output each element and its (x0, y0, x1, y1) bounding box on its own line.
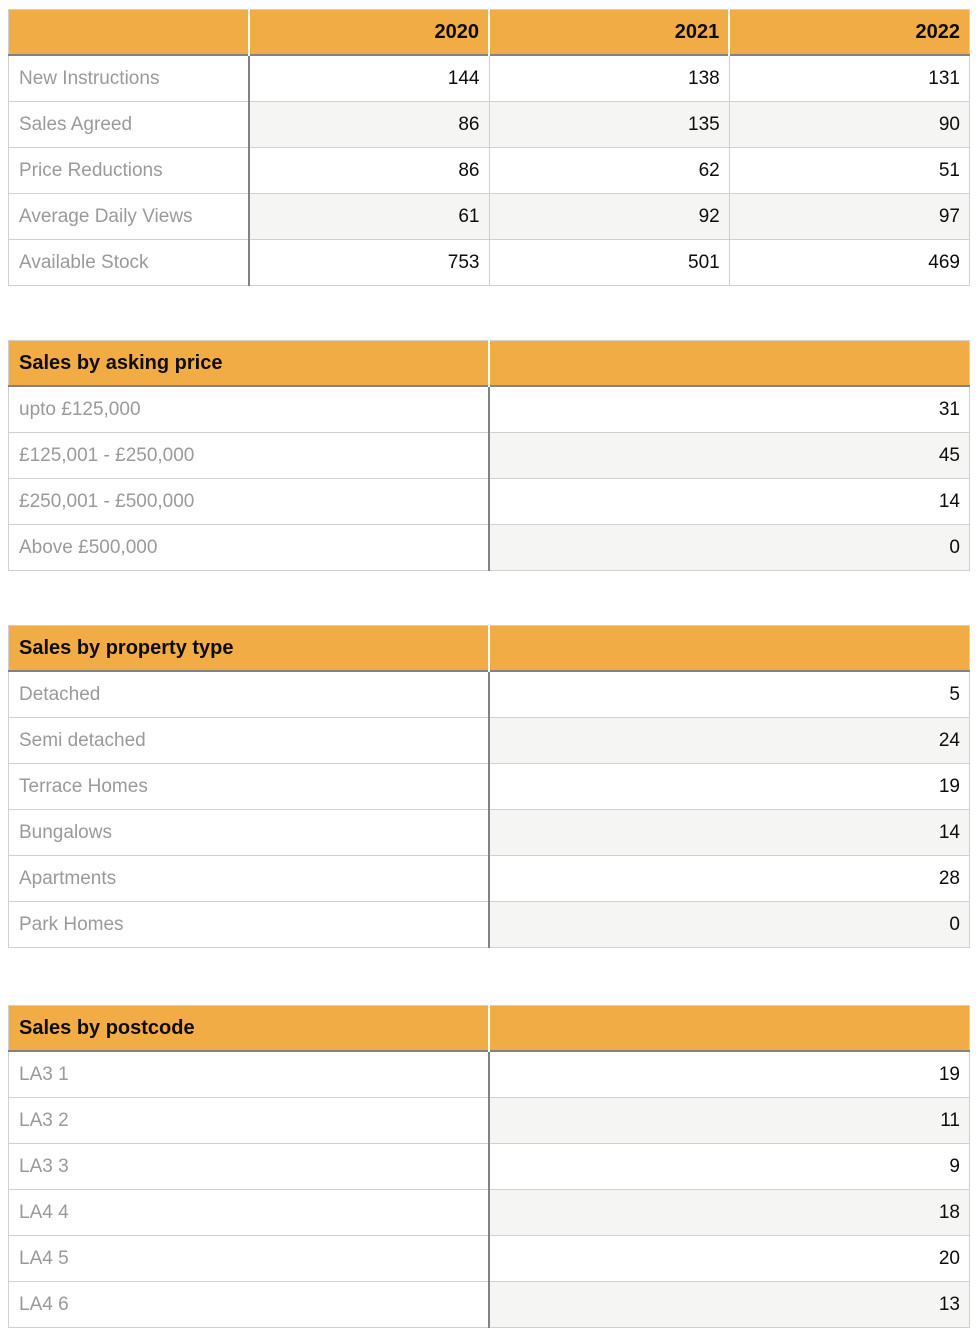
row-value-2022: 469 (729, 240, 969, 286)
table-row (9, 433, 970, 479)
table-row (9, 55, 970, 102)
row-value: 18 (489, 1190, 970, 1236)
table-row (9, 1051, 970, 1098)
row-value: 11 (489, 1098, 970, 1144)
row-label: Available Stock (9, 240, 249, 286)
row-value-2021: 138 (489, 55, 729, 102)
table-row (9, 102, 970, 148)
row-label: LA4 6 (9, 1282, 490, 1328)
row-label: Bungalows (9, 810, 490, 856)
row-label: £250,001 - £500,000 (9, 479, 490, 525)
table-row (9, 1190, 970, 1236)
row-value: 19 (489, 764, 970, 810)
table-row (9, 764, 970, 810)
table-row (9, 1282, 970, 1328)
table-row (9, 1236, 970, 1282)
row-label: £125,001 - £250,000 (9, 433, 490, 479)
property-type-header-spacer (489, 626, 970, 672)
table-row (9, 479, 970, 525)
row-value: 28 (489, 856, 970, 902)
sales-by-asking-price-table (8, 340, 970, 571)
row-value: 20 (489, 1236, 970, 1282)
property-type-header-row (9, 626, 970, 672)
yearly-header-spacer (9, 10, 249, 56)
row-value: 45 (489, 433, 970, 479)
row-label: LA3 1 (9, 1051, 490, 1098)
row-label: Terrace Homes (9, 764, 490, 810)
row-label: upto £125,000 (9, 386, 490, 433)
asking-price-title: Sales by asking price (9, 341, 490, 387)
row-value: 0 (489, 902, 970, 948)
sales-by-property-type-table (8, 625, 970, 948)
table-row (9, 525, 970, 571)
yearly-header-2021: 2021 (489, 10, 729, 56)
yearly-header-2020: 2020 (249, 10, 489, 56)
row-value: 9 (489, 1144, 970, 1190)
row-value: 14 (489, 479, 970, 525)
yearly-stats-table (8, 9, 970, 286)
asking-price-header-row (9, 341, 970, 387)
table-row (9, 1098, 970, 1144)
postcode-header-row (9, 1006, 970, 1052)
row-value: 24 (489, 718, 970, 764)
row-value-2020: 86 (249, 148, 489, 194)
row-value-2022: 131 (729, 55, 969, 102)
row-label: New Instructions (9, 55, 249, 102)
table-row (9, 718, 970, 764)
asking-price-header-spacer (489, 341, 970, 387)
table-row (9, 1144, 970, 1190)
table-row (9, 148, 970, 194)
row-value: 31 (489, 386, 970, 433)
row-value-2022: 51 (729, 148, 969, 194)
row-value-2020: 61 (249, 194, 489, 240)
table-row (9, 810, 970, 856)
row-value-2021: 62 (489, 148, 729, 194)
table-row (9, 671, 970, 718)
row-label: LA4 5 (9, 1236, 490, 1282)
row-value-2021: 92 (489, 194, 729, 240)
row-value: 0 (489, 525, 970, 571)
sales-by-postcode-table (8, 1005, 970, 1328)
row-value: 19 (489, 1051, 970, 1098)
row-value-2022: 97 (729, 194, 969, 240)
table-row (9, 240, 970, 286)
postcode-title: Sales by postcode (9, 1006, 490, 1052)
row-label: LA4 4 (9, 1190, 490, 1236)
row-value: 14 (489, 810, 970, 856)
row-label: Price Reductions (9, 148, 249, 194)
row-label: LA3 2 (9, 1098, 490, 1144)
table-row (9, 194, 970, 240)
row-value-2020: 753 (249, 240, 489, 286)
table-row (9, 902, 970, 948)
row-value-2020: 144 (249, 55, 489, 102)
row-value-2021: 135 (489, 102, 729, 148)
row-label: Semi detached (9, 718, 490, 764)
row-label: Above £500,000 (9, 525, 490, 571)
yearly-header-2022: 2022 (729, 10, 969, 56)
yearly-header-row (9, 10, 970, 56)
row-label: Apartments (9, 856, 490, 902)
row-value: 5 (489, 671, 970, 718)
row-value-2020: 86 (249, 102, 489, 148)
table-row (9, 856, 970, 902)
table-row (9, 386, 970, 433)
postcode-header-spacer (489, 1006, 970, 1052)
row-label: Park Homes (9, 902, 490, 948)
row-value-2021: 501 (489, 240, 729, 286)
row-label: Average Daily Views (9, 194, 249, 240)
property-type-title: Sales by property type (9, 626, 490, 672)
row-label: Detached (9, 671, 490, 718)
row-value: 13 (489, 1282, 970, 1328)
row-label: LA3 3 (9, 1144, 490, 1190)
row-value-2022: 90 (729, 102, 969, 148)
row-label: Sales Agreed (9, 102, 249, 148)
